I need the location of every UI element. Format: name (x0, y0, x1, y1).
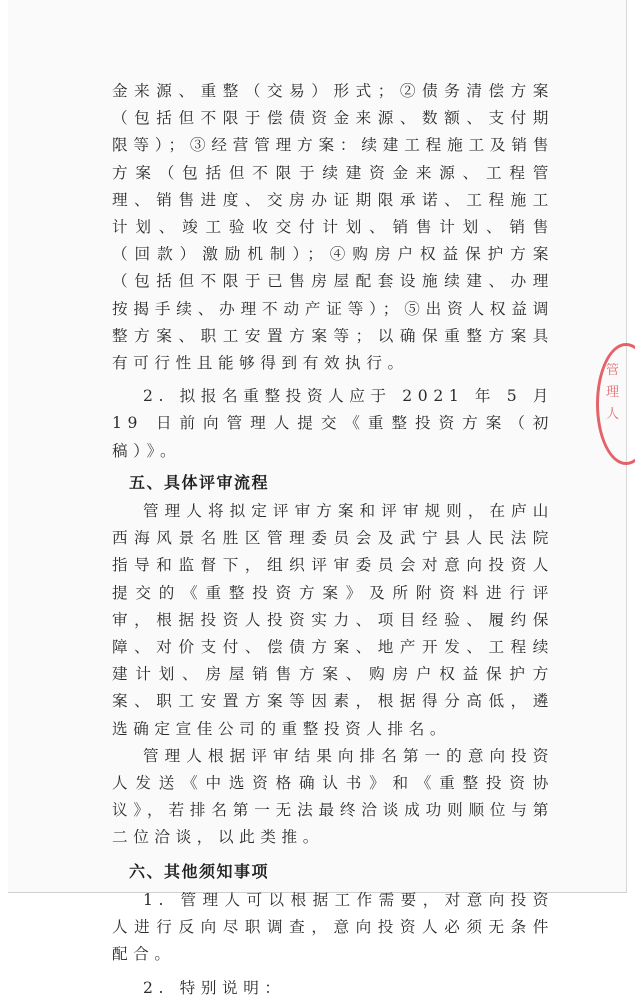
paragraph-special-note: 2. 特别说明： (143, 978, 286, 997)
paragraph-submission-deadline: 2. 拟报名重整投资人应于 2021 年 5 月 19 日前向管理人提交《重整投资方案（初稿）》。 (112, 387, 554, 460)
section-heading-review-process: 五、具体评审流程 (129, 472, 270, 492)
red-seal-stamp-text: 管理人 (606, 363, 620, 422)
paragraph-due-diligence: 1. 管理人可以根据工作需要，对意向投资人进行反向尽职调查，意向投资人必须无条件配合。 (112, 890, 554, 964)
section-heading-other-notices: 六、其他须知事项 (129, 861, 270, 881)
paragraph-review-result: 管理人根据评审结果向排名第一的意向投资人发送《中选资格确认书》和《重整投资协议》，若排名第一无法最终洽谈成功则顺位与第二位洽谈，以此类推。 (112, 746, 554, 847)
paragraph-review-rules: 管理人将拟定评审方案和评审规则，在庐山西海风景名胜区管理委员会及武宁县人民法院指导和监督下，组织评审委员会对意向投资人提交的《重整投资方案》及所附资料进行评审，根据投资人投资实力、项目经验、履约保障、对价支付、偿债方案、地产开发、工程续建计划、房屋销售方案、购房户权益保护方案、职工安置方案等因素，根据得分高低，遴选确定宣佳公司的重整投资人排名。 (112, 502, 554, 738)
paragraph-plan-requirements: 金来源、重整（交易）形式；②债务清偿方案（包括但不限于偿债资金来源、数额、支付期限等）；③经营管理方案：续建工程施工及销售方案（包括但不限于续建资金来源、工程管理、销售进度、交房办证期限承诺、工程施工计划、竣工验收交付计划、销售计划、销售（回款）激励机制）；④购房户权益保护方案（包括但不限于已售房屋配套设施续建、办理按揭手续、办理不动产证等）；⑤出资人权益调整方案、职工安置方案等；以确保重整方案具有可行性且能够得到有效执行。 (112, 82, 554, 373)
document-body (112, 78, 554, 1002)
